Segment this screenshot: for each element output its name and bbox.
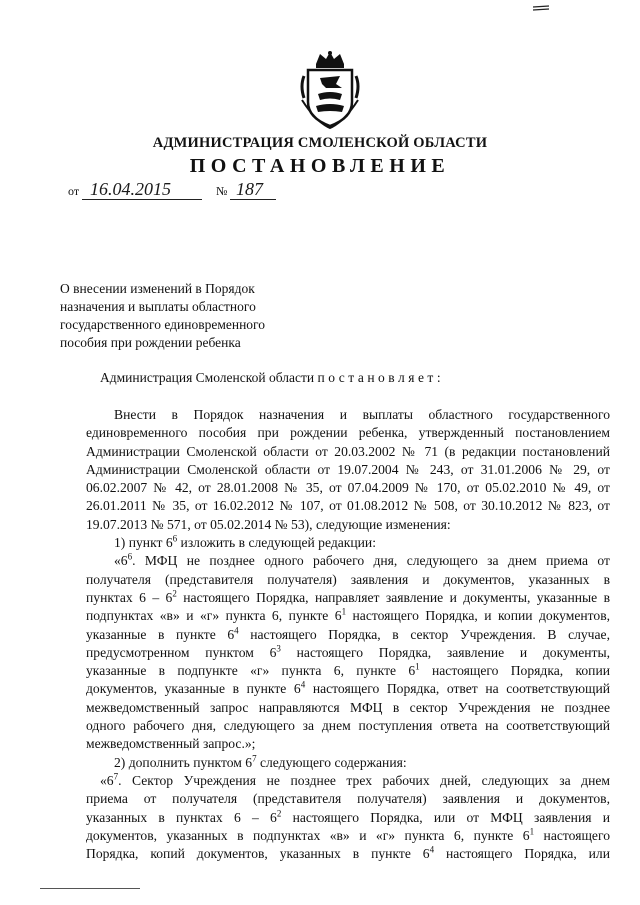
- handwritten-number: 187: [236, 179, 263, 199]
- text-part: настоящего Порядка, или: [434, 846, 610, 862]
- superscript: 7: [113, 771, 119, 782]
- body-line: единовременного пособия при рождении ребенка, утвержденный постановлением: [86, 425, 610, 441]
- superscript: 2: [276, 808, 282, 818]
- body-line: одного рабочего дня, следующего за днем поступления ответа на соответствующий: [86, 718, 610, 734]
- decree-word: постановляет:: [317, 370, 445, 385]
- text-part: указанные в пункте 6: [86, 626, 235, 642]
- text-part: . МФЦ не позднее одного рабочего дня, следующего за днем приема от: [132, 553, 610, 569]
- text-part: настоящего Порядка, или от МФЦ заявления и: [281, 809, 610, 825]
- subject-line: назначения и выплаты областного: [60, 299, 256, 314]
- text-part: изложить в следующей редакции:: [177, 535, 376, 551]
- body-line: получателя (представителя получателя) заявления и документов, указанных в: [86, 571, 610, 587]
- text-part: . Сектор Учреждения не позднее трех рабочих дней, следующих за днем: [118, 772, 610, 788]
- body-line: приема от получателя (представителя получателя) заявления и документов,: [86, 791, 610, 807]
- text-part: 1) пункт 6: [114, 535, 173, 551]
- date-number-line: [68, 180, 368, 202]
- superscript: 4: [234, 625, 239, 636]
- body-line: 26.01.2011 № 35, от 16.02.2012 № 107, от 01.08.2012 № 508, от 30.10.2012 № 823, от: [86, 498, 610, 514]
- body-line: [86, 754, 610, 772]
- superscript: 3: [276, 643, 281, 654]
- body-line: [86, 607, 610, 625]
- superscript: 6: [172, 533, 178, 544]
- text-part: Порядка, копий документов, указанных в пункте 6: [86, 846, 430, 862]
- text-part: настоящего Порядка, ответ на соответствующий: [305, 681, 610, 697]
- text-part: указанных в пунктах 6 – 6: [86, 809, 277, 825]
- organization-title: АДМИНИСТРАЦИЯ СМОЛЕНСКОЙ ОБЛАСТИ: [152, 135, 488, 151]
- subject-line: О внесении изменений в Порядок: [60, 281, 255, 296]
- superscript: 2: [172, 588, 177, 599]
- page-corner-mark: [532, 3, 550, 13]
- superscript: 4: [429, 844, 435, 855]
- body-line: [86, 845, 610, 863]
- body-line: [86, 589, 610, 607]
- footer-rule: [40, 888, 140, 889]
- text-part: настоящего Порядка, направляет заявление и документы, указанные в: [176, 589, 610, 605]
- preamble: [100, 370, 444, 386]
- body-line: межведомственный запрос направляются МФЦ в сектор Учреждения не позднее: [86, 699, 610, 715]
- body-line: [86, 680, 610, 698]
- number-prefix: №: [216, 184, 228, 198]
- text-part: «6: [100, 772, 114, 788]
- text-part: настоящего Порядка, в сектор Учреждения. В случае,: [238, 626, 610, 642]
- document-body: [86, 406, 610, 863]
- text-part: настоящего Порядка, и копии документов,: [346, 608, 611, 624]
- text-part: предусмотренном пунктом 6: [86, 644, 277, 660]
- body-line: [86, 552, 610, 570]
- body-line: [86, 772, 610, 790]
- date-prefix: от: [68, 184, 80, 198]
- body-line: [86, 534, 610, 552]
- text-part: подпунктах «в» и «г» пункта 6, пункте 6: [86, 608, 342, 624]
- body-line: 19.07.2013 № 571, от 05.02.2014 № 53), следующие изменения:: [86, 516, 451, 532]
- text-part: документов, указанных в подпунктах «в» и «г» пункта 6, пункте 6: [86, 827, 530, 843]
- superscript: 1: [529, 826, 535, 837]
- text-part: следующего содержания:: [256, 754, 407, 770]
- body-line: Администрации Смоленской области от 20.03.2002 № 71 (в редакции постановлений: [86, 443, 610, 459]
- subject-line: пособия при рождении ребенка: [60, 335, 241, 350]
- text-part: настоящего Порядка, копии: [419, 663, 611, 679]
- subject-line: государственного единовременного: [60, 317, 265, 332]
- body-line: Внести в Порядок назначения и выплаты областного государственного: [114, 407, 610, 422]
- text-part: указанные в подпункте «г» пункта 6, пункте 6: [86, 663, 416, 679]
- superscript: 4: [300, 679, 306, 690]
- text-part: документов, указанные в пункте 6: [86, 681, 301, 697]
- body-line: [86, 827, 610, 845]
- body-line: межведомственный запрос.»;: [86, 736, 256, 752]
- handwritten-date: 16.04.2015: [90, 179, 171, 199]
- body-line: 06.02.2007 № 42, от 28.01.2008 № 35, от 07.04.2009 № 170, от 05.02.2010 № 49, от: [86, 480, 610, 496]
- coat-of-arms-emblem: [296, 50, 364, 130]
- text-part: настоящего Порядка, заявление и документы,: [280, 644, 610, 660]
- body-line: [86, 644, 610, 662]
- preamble-text: Администрация Смоленской области: [100, 370, 315, 385]
- document-type-title: ПОСТАНОВЛЕНИЕ: [189, 155, 451, 177]
- body-line: [86, 626, 610, 644]
- body-line: [86, 809, 610, 827]
- body-line: Администрации Смоленской области от 19.07.2004 № 243, от 31.01.2006 № 29, от: [86, 461, 610, 477]
- superscript: 7: [252, 753, 257, 764]
- text-part: 2) дополнить пунктом 6: [114, 754, 253, 770]
- text-part: пунктах 6 – 6: [86, 589, 173, 605]
- superscript: 1: [415, 661, 420, 672]
- body-line: [86, 662, 610, 680]
- subject-block: [60, 280, 304, 352]
- superscript: 1: [341, 606, 347, 617]
- superscript: 6: [127, 551, 133, 562]
- text-part: настоящего: [534, 827, 610, 843]
- text-part: «6: [114, 553, 128, 569]
